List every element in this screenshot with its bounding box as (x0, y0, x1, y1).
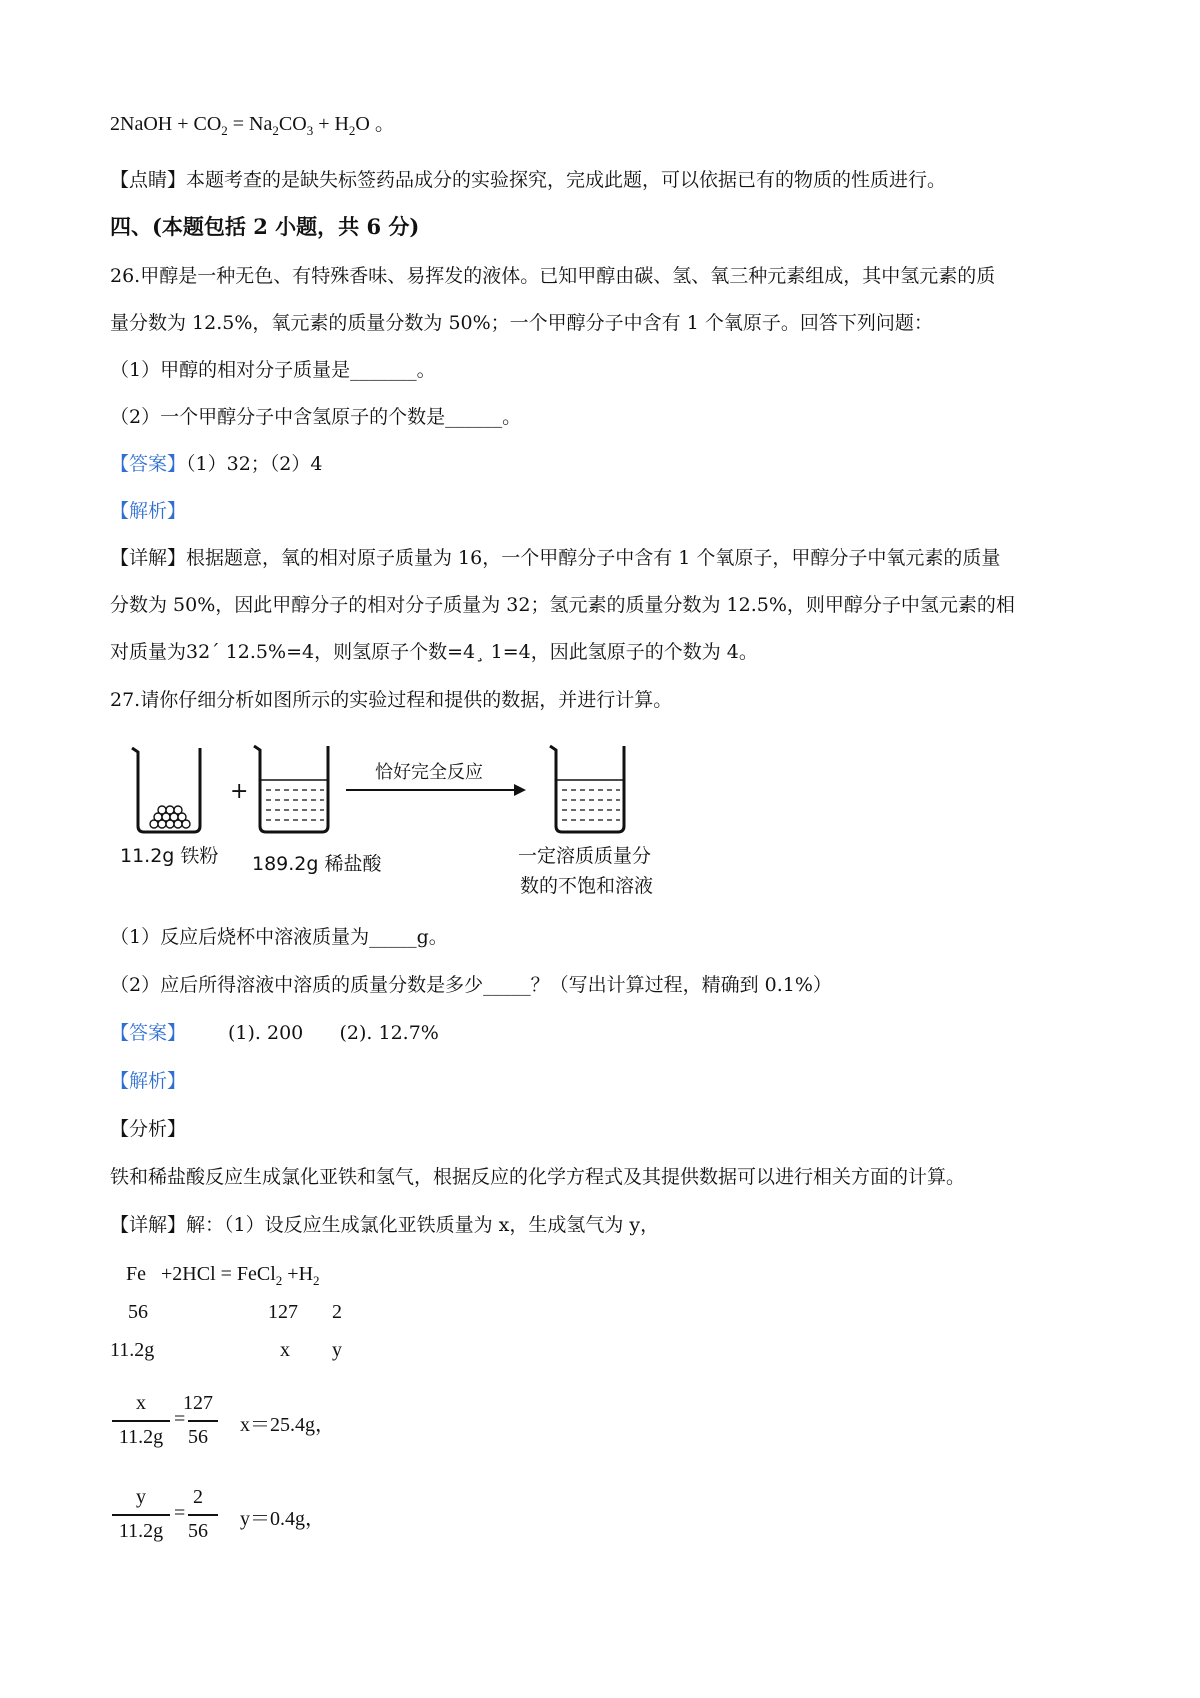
frac-bar (188, 1514, 218, 1516)
reaction-equation (126, 1262, 320, 1293)
beaker-result-icon (550, 746, 624, 832)
value-x: x (280, 1339, 290, 1361)
reaction-arrow-icon (346, 784, 526, 796)
eq-sub: 2 (313, 1273, 320, 1288)
molar-mass-h2: 2 (332, 1301, 342, 1323)
frac-numerator: x (136, 1392, 146, 1414)
label-acid: 189.2g 稀盐酸 (252, 853, 382, 875)
plus-sign: + (230, 779, 249, 804)
answer-27 (110, 1021, 439, 1045)
eq-sub: 2 (275, 1273, 283, 1288)
eq-sub: 2 (221, 123, 228, 138)
eq-sub: 2 (272, 123, 279, 138)
analysis-tag: 【解析】 (110, 500, 187, 522)
answer-text: (1). 200 (2). 12.7% (228, 1022, 439, 1044)
frac-denominator: 56 (188, 1520, 208, 1542)
question-26-part1: （1）甲醇的相对分子质量是_______。 (110, 359, 436, 381)
molar-mass-fecl2: 127 (268, 1301, 298, 1323)
question-26-part2: （2）一个甲醇分子中含氢原子的个数是______。 (110, 406, 522, 428)
fraction-x (110, 1392, 410, 1462)
value-fe: 11.2g (110, 1339, 155, 1361)
question-26-line2: 量分数为 12.5%，氧元素的质量分数为 50%；一个甲醇分子中含有 1 个氧原子。回答下列问题： (110, 312, 933, 334)
result-x: x＝25.4g， (240, 1414, 335, 1436)
eq-part: O 。 (355, 113, 395, 135)
value-y: y (332, 1339, 342, 1361)
eq-part: = Na (227, 113, 273, 135)
frac-bar (112, 1514, 170, 1516)
beaker-iron-icon (132, 748, 200, 832)
detail-26-line2: 分数为 50%，因此甲醇分子的相对分子质量为 32；氢元素的质量分数为 12.5%，则甲醇分子中氢元素的相 (110, 594, 1015, 616)
detail-26-line1: 【详解】根据题意，氧的相对原子质量为 16，一个甲醇分子中含有 1 个氧原子，甲醇分子中氧元素的质量 (110, 547, 1001, 569)
analysis-tag: 【解析】 (110, 1070, 187, 1092)
eq-part: + H (313, 113, 349, 135)
beaker-acid-icon (254, 746, 328, 832)
frac-bar (112, 1420, 170, 1422)
eq-fe: Fe (126, 1263, 146, 1285)
frac-numerator: 2 (193, 1486, 203, 1508)
result-label-line1: 一定溶质质量分 (518, 845, 652, 867)
eq-h: +H (287, 1263, 314, 1285)
eq-part: 2NaOH + CO (110, 113, 222, 135)
question-26-line1: 26.甲醇是一种无色、有特殊香味、易挥发的液体。已知甲醇由碳、氢、氧三种元素组成，其中氢元素的质 (110, 265, 996, 287)
result-label-line2: 数的不饱和溶液 (520, 875, 654, 897)
eq-sub: 3 (306, 123, 314, 138)
eq-part: CO (278, 113, 307, 135)
equation-naoh-co2 (110, 112, 395, 143)
equals-sign: = (174, 1502, 186, 1524)
answer-text: （1）32；（2）4 (186, 453, 323, 475)
analysis-text: 铁和稀盐酸反应生成氯化亚铁和氢气，根据反应的化学方程式及其提供数据可以进行相关方面的计算。 (110, 1166, 966, 1188)
detail-26-line3: 对质量为32´ 12.5%=4，则氢原子个数=4¸ 1=4，因此氢原子的个数为 4。 (110, 641, 758, 663)
equals-sign: = (174, 1408, 186, 1430)
frac-numerator: 127 (183, 1392, 213, 1414)
eq-hcl: +2HCl = FeCl (161, 1263, 276, 1285)
eq-sub: 2 (348, 123, 356, 138)
label-iron: 11.2g 铁粉 (120, 845, 219, 867)
question-27: 27.请你仔细分析如图所示的实验过程和提供的数据，并进行计算。 (110, 689, 673, 711)
molar-mass-fe: 56 (128, 1301, 148, 1323)
comment-line: 【点睛】本题考查的是缺失标签药品成分的实验探究，完成此题，可以依据已有的物质的性质进行。 (110, 169, 947, 191)
frac-denominator: 56 (188, 1426, 208, 1448)
frac-bar (188, 1420, 218, 1422)
frac-denominator: 11.2g (118, 1426, 164, 1448)
detail-27-intro: 【详解】解：（1）设反应生成氯化亚铁质量为 x，生成氢气为 y， (110, 1214, 660, 1236)
result-y: y＝0.4g， (240, 1508, 325, 1530)
answer-tag: 【答案】 (110, 453, 187, 475)
fraction-y (110, 1486, 410, 1556)
section-heading: 四、(本题包括 2 小题，共 6 分) (110, 214, 420, 239)
analysis-heading: 【分析】 (110, 1118, 187, 1140)
answer-tag: 【答案】 (110, 1022, 187, 1044)
answer-26 (110, 452, 322, 476)
experiment-diagram (110, 738, 710, 908)
frac-numerator: y (136, 1486, 146, 1508)
question-27-part1: （1）反应后烧杯中溶液质量为_____g。 (110, 926, 448, 948)
question-27-part2: （2）应后所得溶液中溶质的质量分数是多少_____？（写出计算过程，精确到 0.1%） (110, 974, 832, 996)
arrow-label: 恰好完全反应 (375, 762, 483, 783)
frac-denominator: 11.2g (118, 1520, 164, 1542)
